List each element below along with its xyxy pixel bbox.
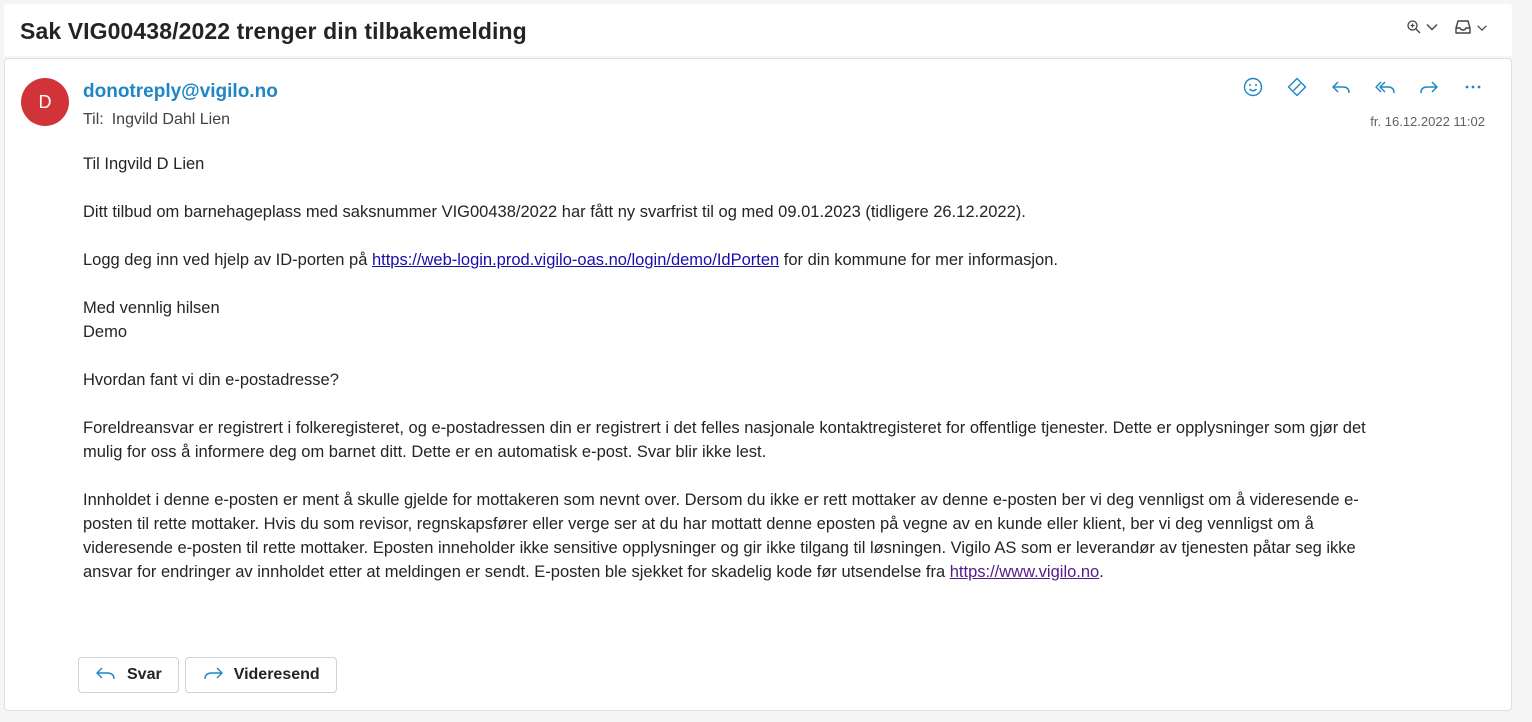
avatar[interactable]: D [21,78,69,126]
tag-icon [1286,76,1308,103]
subject-toolbar [1406,18,1488,41]
body-text: mulig for oss å informere deg om barnet ditt. Dette er en automatisk e-post. Svar blir ikke lest. [83,443,767,461]
more-icon [1462,76,1484,103]
emoji-icon [1242,76,1264,103]
sender-address[interactable]: donotreply@vigilo.no [83,81,278,102]
footer-actions [78,657,337,693]
inbox-tray-icon [1453,18,1473,41]
body-paragraph: Ditt tilbud om barnehageplass med saksnummer VIG00438/2022 har fått ny svarfrist til og med 09.01.2023 (tidligere 26.12.2022). [83,203,1026,221]
emoji-reaction-button[interactable] [1239,75,1267,103]
to-label: Til: [83,111,104,128]
body-paragraph [83,416,1483,464]
body-text: posten til rette mottaker. Hvis du som revisor, regnskapsfører eller verge ser at du har mottatt denne eposten på vegne av en kunde eller klient, ber vi deg vennligst om å [83,515,1314,533]
reply-footer-button[interactable] [78,657,179,693]
forward-icon [1418,76,1440,103]
reply-button[interactable] [1327,75,1355,103]
zoom-menu-button[interactable] [1406,19,1439,40]
body-text: videresende e-posten til rette mottaker. Eposten inneholder ikke sensitive opplysninger og gir ikke tilgang til løsningen. Vigilo AS som er leverandør av tjenesten påtar seg ikke [83,539,1356,557]
vigilo-link[interactable]: https://www.vigilo.no [949,563,1100,581]
reply-label: Svar [127,666,162,683]
body-text: for din kommune for mer informasjon. [779,251,1058,269]
body-text: ansvar for endringer av innholdet etter at meldingen er sendt. E-posten ble sjekket for skadelig kode før utsendelse fra [83,563,950,581]
body-text: . [1099,563,1104,581]
signature [83,296,1483,344]
chevron-down-icon [1425,20,1439,39]
body-text: Foreldreansvar er registrert i folkeregisteret, og e-postadressen din er registrert i det felles nasjonale kontaktregisteret for offentlige tjenester. Dette er opplysninger som gjør det [83,419,1366,437]
categorize-button[interactable] [1283,75,1311,103]
zoom-icon [1406,19,1422,40]
forward-icon [202,664,224,687]
forward-button[interactable] [1415,75,1443,103]
login-link[interactable]: https://web-login.prod.vigilo-oas.no/login/demo/IdPorten [371,251,780,269]
message-card [4,58,1512,711]
forward-label: Videresend [233,666,320,683]
reply-icon [1330,76,1352,103]
subject-bar [4,4,1512,56]
reply-icon [95,664,117,687]
recipient-name[interactable]: Ingvild Dahl Lien [111,111,231,128]
body-paragraph [83,488,1483,584]
body-text: Logg deg inn ved hjelp av ID-porten på [83,251,372,269]
email-subject: Sak VIG00438/2022 trenger din tilbakemelding [20,18,527,44]
forward-footer-button[interactable] [185,657,337,693]
chevron-down-icon [1476,21,1488,39]
body-paragraph: Hvordan fant vi din e-postadresse? [83,371,339,389]
view-menu-button[interactable] [1453,18,1488,41]
sent-date: fr. 16.12.2022 11:02 [1370,114,1485,129]
more-actions-button[interactable] [1459,75,1487,103]
reply-all-button[interactable] [1371,75,1399,103]
message-body [83,152,1483,608]
message-actions [1239,75,1487,103]
signature-line: Med vennlig hilsen [83,299,220,317]
recipient-line [83,111,230,129]
reply-all-icon [1374,76,1396,103]
body-paragraph [83,248,1483,272]
body-text: Innholdet i denne e-posten er ment å skulle gjelde for mottakeren som nevnt over. Dersom du ikke er rett mottaker av denne e-posten ber vi deg vennligst om å videresende e- [83,491,1359,509]
body-greeting: Til Ingvild D Lien [83,155,205,173]
signature-line: Demo [83,323,128,341]
